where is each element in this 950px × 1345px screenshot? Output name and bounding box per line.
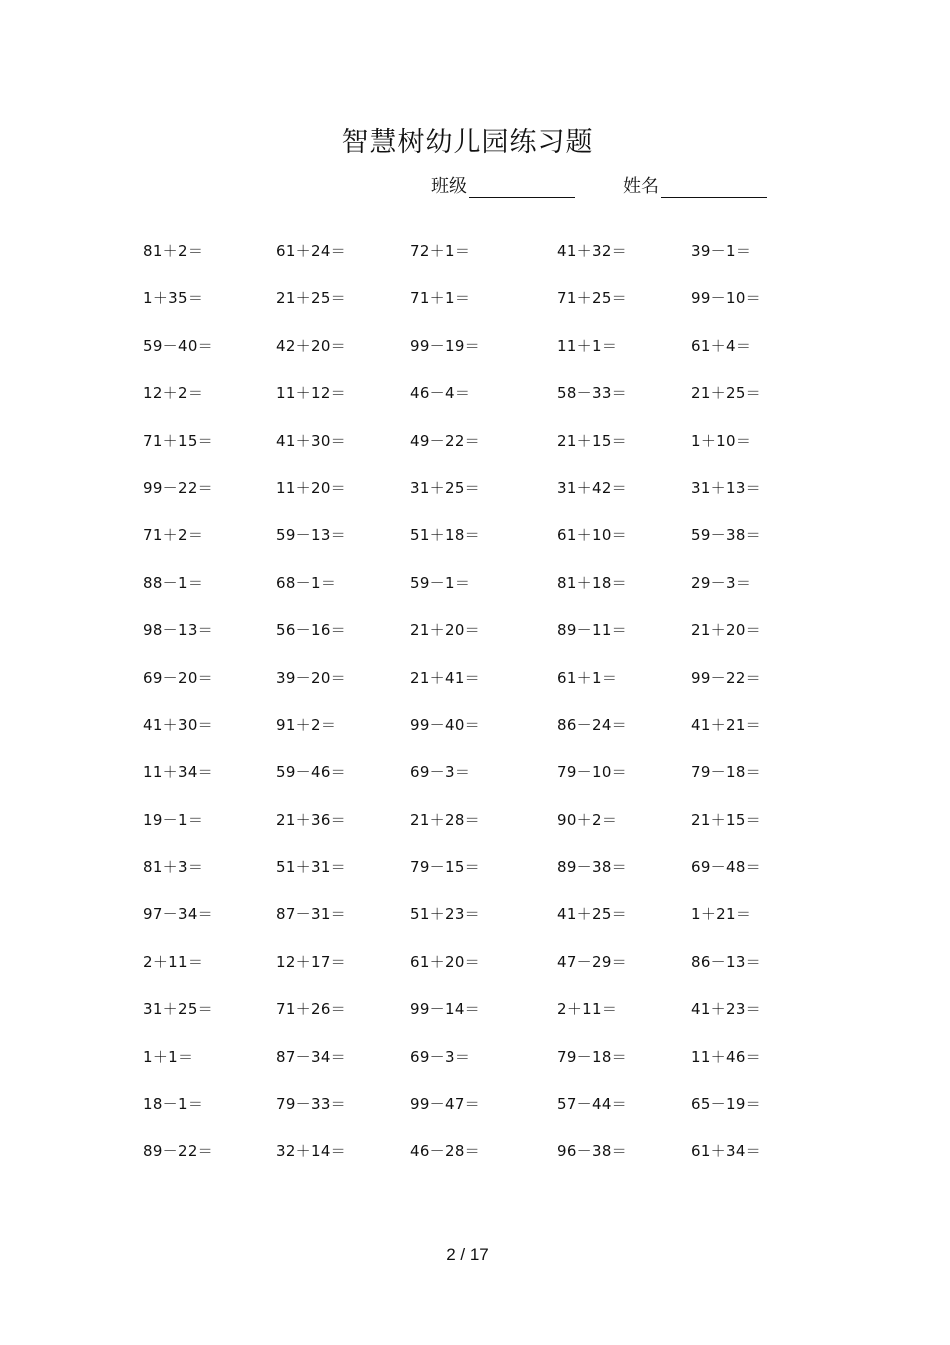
math-problem: 51＋23＝ [410, 905, 480, 924]
math-problem: 86－24＝ [557, 715, 627, 734]
math-problem: 87－31＝ [276, 905, 346, 924]
math-problem: 99－47＝ [410, 1095, 480, 1114]
math-problem: 81＋2＝ [143, 242, 204, 260]
problem-grid [0, 240, 950, 1188]
math-problem: 41＋32＝ [557, 242, 627, 260]
math-problem: 21＋15＝ [557, 431, 627, 450]
math-problem: 71＋15＝ [143, 431, 213, 450]
math-problem: 2＋11＝ [143, 952, 204, 971]
math-problem: 99－22＝ [143, 478, 213, 497]
math-problem: 79－33＝ [276, 1095, 346, 1114]
math-problem: 81＋18＝ [557, 573, 627, 592]
math-problem: 41＋25＝ [557, 905, 627, 924]
math-problem: 99－14＝ [410, 1000, 480, 1019]
problem-row [0, 761, 950, 808]
math-problem: 59－40＝ [143, 336, 213, 355]
class-label: 班级 [431, 176, 467, 197]
math-problem: 31＋13＝ [691, 478, 761, 497]
math-problem: 41＋30＝ [143, 715, 213, 734]
problem-row [0, 1140, 950, 1187]
math-problem: 71＋25＝ [557, 289, 627, 308]
math-problem: 90＋2＝ [557, 810, 618, 829]
math-problem: 46－28＝ [410, 1142, 480, 1161]
math-problem: 32＋14＝ [276, 1142, 346, 1161]
math-problem: 81＋3＝ [143, 858, 204, 877]
math-problem: 79－18＝ [557, 1047, 627, 1066]
math-problem: 99－10＝ [691, 289, 761, 308]
math-problem: 56－16＝ [276, 621, 346, 640]
math-problem: 65－19＝ [691, 1095, 761, 1114]
class-field [431, 172, 575, 198]
math-problem: 11＋34＝ [143, 763, 213, 782]
math-problem: 41＋21＝ [691, 715, 761, 734]
math-problem: 61＋34＝ [691, 1142, 761, 1161]
math-problem: 71＋1＝ [410, 289, 471, 308]
math-problem: 51＋31＝ [276, 858, 346, 877]
problem-row [0, 903, 950, 950]
problem-row [0, 809, 950, 856]
math-problem: 21＋25＝ [691, 384, 761, 403]
name-label: 姓名 [623, 176, 659, 197]
math-problem: 99－22＝ [691, 668, 761, 687]
math-problem: 99－40＝ [410, 715, 480, 734]
math-problem: 1＋1＝ [143, 1047, 194, 1066]
problem-row [0, 619, 950, 666]
problem-row [0, 287, 950, 334]
math-problem: 12＋17＝ [276, 952, 346, 971]
math-problem: 79－18＝ [691, 763, 761, 782]
problem-row [0, 572, 950, 619]
problem-row [0, 998, 950, 1045]
page-title: 智慧树幼儿园练习题 [341, 127, 594, 158]
problem-row [0, 430, 950, 477]
math-problem: 59－1＝ [410, 573, 471, 592]
math-problem: 39－20＝ [276, 668, 346, 687]
math-problem: 87－34＝ [276, 1047, 346, 1066]
math-problem: 41＋23＝ [691, 1000, 761, 1019]
problem-row [0, 382, 950, 429]
problem-row [0, 856, 950, 903]
problem-row [0, 667, 950, 714]
math-problem: 21＋25＝ [276, 289, 346, 308]
math-problem: 89－38＝ [557, 858, 627, 877]
math-problem: 12＋2＝ [143, 384, 204, 403]
page-number: 2 / 17 [446, 1245, 489, 1264]
math-problem: 99－19＝ [410, 336, 480, 355]
math-problem: 21＋36＝ [276, 810, 346, 829]
name-field [623, 172, 767, 198]
math-problem: 21＋41＝ [410, 668, 480, 687]
math-problem: 59－13＝ [276, 526, 346, 545]
math-problem: 39－1＝ [691, 242, 752, 260]
math-problem: 98－13＝ [143, 621, 213, 640]
name-blank-line[interactable] [661, 177, 767, 198]
math-problem: 1＋10＝ [691, 431, 752, 450]
math-problem: 21＋15＝ [691, 810, 761, 829]
math-problem: 51＋18＝ [410, 526, 480, 545]
math-problem: 89－11＝ [557, 621, 627, 640]
math-problem: 61＋20＝ [410, 952, 480, 971]
math-problem: 21＋20＝ [410, 621, 480, 640]
math-problem: 49－22＝ [410, 431, 480, 450]
problem-row [0, 1046, 950, 1093]
math-problem: 59－38＝ [691, 526, 761, 545]
math-problem: 57－44＝ [557, 1095, 627, 1114]
problem-row [0, 524, 950, 571]
math-problem: 41＋30＝ [276, 431, 346, 450]
math-problem: 11＋46＝ [691, 1047, 761, 1066]
math-problem: 11＋12＝ [276, 384, 346, 403]
math-problem: 79－15＝ [410, 858, 480, 877]
math-problem: 18－1＝ [143, 1095, 204, 1114]
problem-row [0, 240, 950, 287]
math-problem: 69－3＝ [410, 1047, 471, 1066]
problem-row [0, 951, 950, 998]
problem-row [0, 1093, 950, 1140]
math-problem: 47－29＝ [557, 952, 627, 971]
math-problem: 2＋11＝ [557, 1000, 618, 1019]
problem-row [0, 714, 950, 761]
math-problem: 11＋20＝ [276, 478, 346, 497]
problem-row [0, 477, 950, 524]
math-problem: 68－1＝ [276, 573, 337, 592]
math-problem: 61＋1＝ [557, 668, 618, 687]
math-problem: 19－1＝ [143, 810, 204, 829]
math-problem: 71＋26＝ [276, 1000, 346, 1019]
math-problem: 89－22＝ [143, 1142, 213, 1161]
problem-row [0, 335, 950, 382]
math-problem: 1＋35＝ [143, 289, 204, 308]
math-problem: 79－10＝ [557, 763, 627, 782]
math-problem: 61＋10＝ [557, 526, 627, 545]
math-problem: 31＋25＝ [143, 1000, 213, 1019]
math-problem: 88－1＝ [143, 573, 204, 592]
math-problem: 69－48＝ [691, 858, 761, 877]
math-problem: 69－20＝ [143, 668, 213, 687]
math-problem: 21＋28＝ [410, 810, 480, 829]
math-problem: 59－46＝ [276, 763, 346, 782]
math-problem: 58－33＝ [557, 384, 627, 403]
math-problem: 91＋2＝ [276, 715, 337, 734]
math-problem: 72＋1＝ [410, 242, 471, 260]
math-problem: 21＋20＝ [691, 621, 761, 640]
math-problem: 42＋20＝ [276, 336, 346, 355]
math-problem: 97－34＝ [143, 905, 213, 924]
math-problem: 96－38＝ [557, 1142, 627, 1161]
math-problem: 31＋42＝ [557, 478, 627, 497]
math-problem: 46－4＝ [410, 384, 471, 403]
class-blank-line[interactable] [469, 177, 575, 198]
math-problem: 61＋24＝ [276, 242, 346, 260]
math-problem: 1＋21＝ [691, 905, 752, 924]
math-problem: 11＋1＝ [557, 336, 618, 355]
math-problem: 29－3＝ [691, 573, 752, 592]
math-problem: 71＋2＝ [143, 526, 204, 545]
math-problem: 61＋4＝ [691, 336, 752, 355]
math-problem: 31＋25＝ [410, 478, 480, 497]
math-problem: 86－13＝ [691, 952, 761, 971]
math-problem: 69－3＝ [410, 763, 471, 782]
